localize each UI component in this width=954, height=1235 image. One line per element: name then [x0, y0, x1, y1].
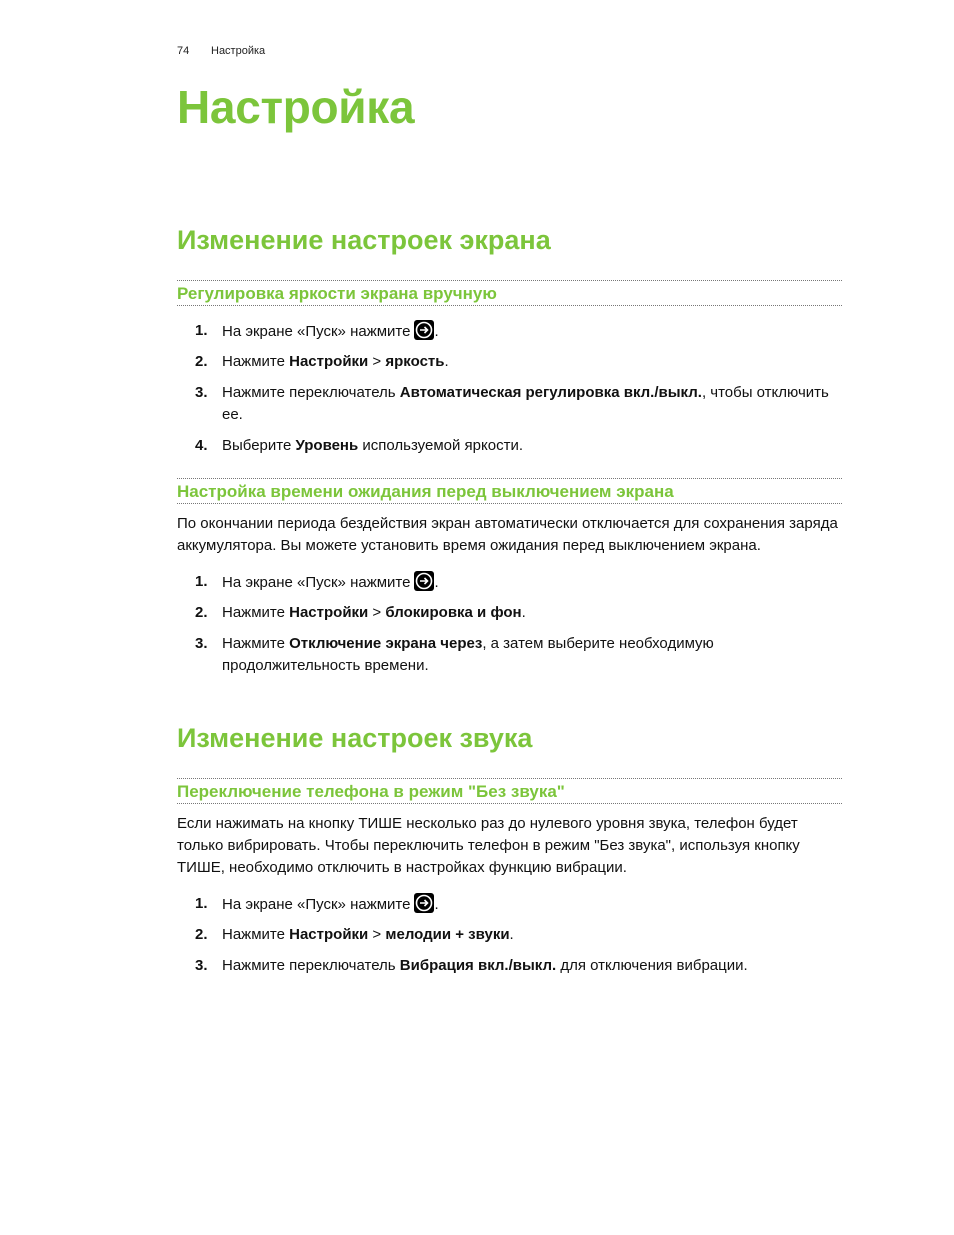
start-arrow-icon: [414, 893, 434, 913]
section-title: Изменение настроек звука: [177, 723, 533, 753]
step-item: 1. На экране «Пуск» нажмите .: [195, 895, 439, 913]
running-header: [177, 45, 265, 57]
chapter-title: Настройка: [177, 81, 415, 133]
paragraph: Если нажимать на кнопку ТИШЕ несколько раз до нулевого уровня звука, телефон будет только вибрировать. Чтобы переключить телефон в режим "Без звука", используя кнопку ТИШЕ, необходимо отключить в настройках функцию вибрации.: [177, 815, 800, 876]
step-item: 2. Нажмите Настройки > яркость.: [195, 351, 835, 373]
step-item: 3. Нажмите переключатель Автоматическая регулировка вкл./выкл., чтобы отключить ее.: [195, 384, 829, 423]
step-item: 3. Нажмите переключатель Вибрация вкл./выкл. для отключения вибрации.: [195, 955, 835, 977]
step-item: 3. Нажмите Отключение экрана через, а затем выберите необходимую продолжительность времени.: [195, 635, 714, 674]
subsection-heading: [177, 778, 842, 804]
start-arrow-icon: [414, 571, 434, 591]
page-number: 74: [177, 45, 190, 57]
subsection-title: Переключение телефона в режим "Без звука": [177, 782, 565, 801]
step-number: 1.: [195, 322, 208, 339]
start-arrow-icon: [414, 320, 434, 340]
subsection-title: Настройка времени ожидания перед выключением экрана: [177, 482, 674, 501]
step-item: 2. Нажмите Настройки > блокировка и фон.: [195, 602, 835, 624]
paragraph: По окончании периода бездействия экран автоматически отключается для сохранения заряда аккумулятора. Вы можете установить время ожидания перед выключением экрана.: [177, 515, 838, 554]
step-number: 2.: [195, 353, 208, 370]
subsection-heading: [177, 280, 842, 306]
step-item: 1. На экране «Пуск» нажмите .: [195, 322, 439, 340]
running-title: Настройка: [211, 45, 266, 57]
step-item: 2. Нажмите Настройки > мелодии + звуки.: [195, 924, 835, 946]
step-item: 4. Выберите Уровень используемой яркости.: [195, 435, 835, 457]
step-text: На экране «Пуск» нажмите: [222, 323, 411, 340]
subsection-heading: [177, 478, 842, 504]
step-number: 4.: [195, 437, 208, 454]
step-number: 3.: [195, 957, 208, 974]
step-number: 1.: [195, 573, 208, 590]
section-title: Изменение настроек экрана: [177, 225, 551, 255]
subsection-title: Регулировка яркости экрана вручную: [177, 284, 497, 303]
step-item: 1. На экране «Пуск» нажмите .: [195, 573, 439, 591]
step-number: 3.: [195, 635, 208, 652]
step-number: 2.: [195, 604, 208, 621]
step-number: 3.: [195, 384, 208, 401]
step-number: 2.: [195, 926, 208, 943]
step-number: 1.: [195, 895, 208, 912]
